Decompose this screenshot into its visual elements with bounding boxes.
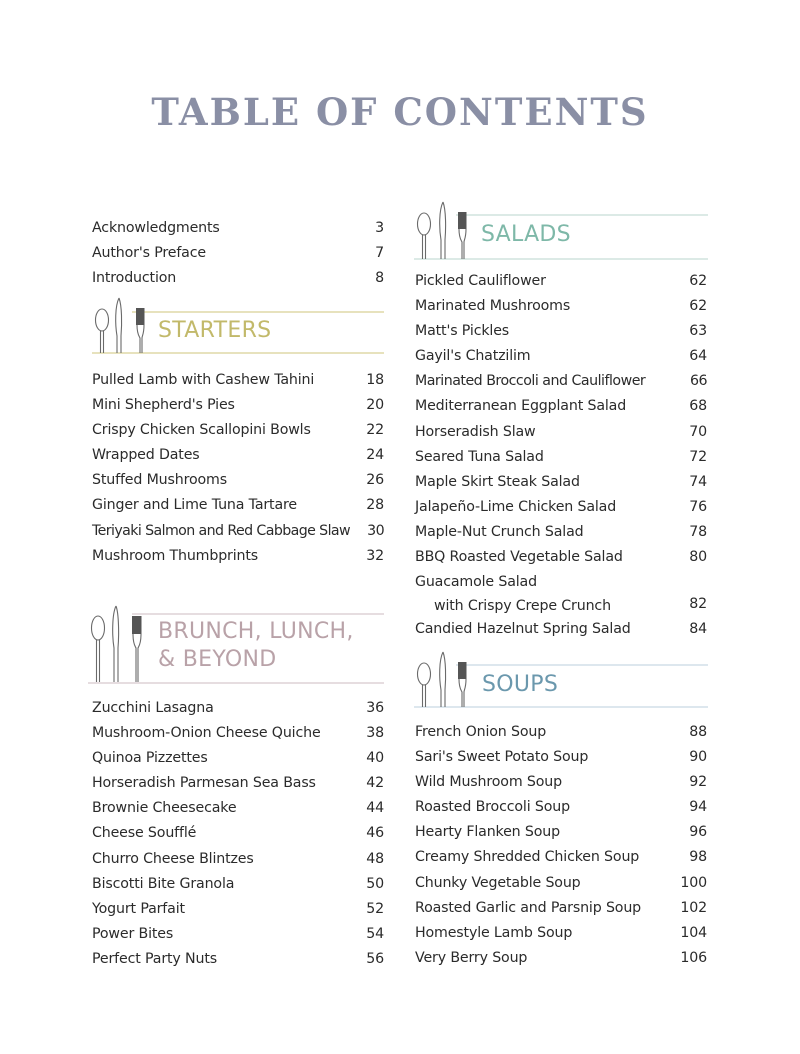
page-title: TABLE OF CONTENTS — [151, 90, 649, 134]
entry-page: 98 — [689, 849, 707, 866]
toc-entry[interactable] — [415, 344, 707, 369]
entry-page: 24 — [366, 447, 384, 464]
cutlery-icon — [88, 604, 148, 684]
entry-page: 50 — [366, 875, 384, 892]
entry-name: Biscotti Bite Granola — [92, 875, 235, 892]
toc-entry[interactable] — [415, 520, 707, 545]
section-header-starters — [92, 296, 384, 358]
toc-entry[interactable] — [415, 720, 707, 745]
toc-entry[interactable] — [415, 795, 707, 820]
entry-name: Author's Preface — [92, 245, 206, 262]
toc-entry[interactable] — [92, 696, 384, 721]
entry-name: BBQ Roasted Vegetable Salad — [415, 549, 623, 566]
entry-name: Maple-Nut Crunch Salad — [415, 523, 584, 540]
section-title: STARTERS — [158, 318, 272, 343]
entry-name: Seared Tuna Salad — [415, 448, 544, 465]
entry-page: 82 — [689, 596, 707, 613]
entry-name: Acknowledgments — [92, 220, 220, 236]
entry-name: Mushroom Thumbprints — [92, 547, 259, 564]
entry-name: Maple Skirt Steak Salad — [415, 473, 580, 490]
entry-page: 106 — [680, 949, 707, 966]
entry-page: 68 — [689, 398, 707, 415]
entry-page: 63 — [689, 323, 707, 340]
entry-name: Crispy Chicken Scallopini Bowls — [92, 422, 311, 439]
toc-entry[interactable] — [92, 544, 384, 569]
section-title: SOUPS — [482, 672, 559, 697]
entry-name: Hearty Flanken Soup — [415, 824, 560, 841]
toc-entry[interactable] — [415, 420, 707, 445]
toc-entry[interactable] — [415, 871, 707, 896]
toc-entry[interactable] — [92, 266, 384, 291]
entry-name: Matt's Pickles — [415, 323, 510, 340]
entry-page: 54 — [366, 925, 384, 942]
entry-page: 52 — [366, 900, 384, 917]
entry-name: Mini Shepherd's Pies — [92, 397, 235, 414]
entry-name: Wrapped Dates — [92, 447, 200, 464]
entry-name: Pulled Lamb with Cashew Tahini — [92, 372, 315, 388]
entry-page: 62 — [689, 273, 707, 289]
toc-entry[interactable] — [92, 847, 384, 872]
entry-name: Yogurt Parfait — [92, 900, 185, 917]
starters-list — [92, 368, 384, 569]
entry-page: 20 — [366, 397, 384, 414]
cutlery-icon — [414, 650, 474, 708]
entry-name: Ginger and Lime Tuna Tartare — [92, 497, 297, 514]
entry-page: 30 — [367, 522, 384, 539]
entry-page: 94 — [689, 799, 707, 816]
toc-entry[interactable] — [415, 445, 707, 470]
toc-entry[interactable] — [415, 269, 707, 294]
entry-page: 90 — [689, 749, 707, 766]
entry-page: 3 — [375, 220, 384, 236]
entry-page: 44 — [366, 800, 384, 817]
section-title-line2: & BEYOND — [158, 647, 277, 672]
entry-page: 46 — [366, 825, 384, 842]
header-rule-top — [132, 311, 384, 313]
entry-name: Wild Mushroom Soup — [415, 774, 562, 791]
entry-page: 88 — [689, 724, 707, 740]
entry-page: 66 — [689, 373, 707, 390]
entry-name: Mushroom-Onion Cheese Quiche — [92, 725, 321, 742]
entry-name: Roasted Broccoli Soup — [415, 799, 570, 816]
entry-name: Creamy Shredded Chicken Soup — [415, 849, 640, 866]
toc-entry[interactable] — [92, 771, 384, 796]
toc-entry[interactable] — [415, 946, 707, 971]
toc-entry[interactable] — [92, 519, 384, 544]
toc-entry[interactable] — [415, 319, 707, 344]
entry-page: 56 — [366, 950, 384, 967]
entry-name: Pickled Cauliflower — [415, 273, 546, 289]
entry-name: Roasted Garlic and Parsnip Soup — [415, 899, 642, 916]
entry-page: 48 — [366, 850, 384, 867]
front-matter-list — [92, 216, 384, 291]
entry-page: 38 — [366, 725, 384, 742]
entry-page: 8 — [375, 270, 384, 287]
toc-entry[interactable] — [92, 468, 384, 493]
header-rule-top — [456, 664, 708, 666]
toc-entry[interactable] — [92, 443, 384, 468]
toc-entry[interactable] — [415, 294, 707, 319]
toc-entry[interactable] — [415, 570, 707, 617]
entry-page: 64 — [689, 348, 707, 365]
entry-name: Marinated Broccoli and Cauliflower — [415, 373, 646, 390]
entry-page: 72 — [689, 448, 707, 465]
entry-page: 70 — [689, 423, 707, 440]
toc-entry[interactable] — [92, 368, 384, 393]
toc-entry[interactable] — [92, 796, 384, 821]
entry-name: Chunky Vegetable Soup — [415, 874, 581, 891]
entry-page: 104 — [680, 924, 707, 941]
entry-page: 92 — [689, 774, 707, 791]
toc-entry[interactable] — [415, 495, 707, 520]
entry-page: 18 — [366, 372, 384, 388]
entry-name: Candied Hazelnut Spring Salad — [415, 621, 631, 638]
toc-entry[interactable] — [415, 470, 707, 495]
entry-name: Guacamole Salad — [415, 574, 537, 591]
toc-entry[interactable] — [92, 393, 384, 418]
entry-name: Teriyaki Salmon and Red Cabbage Slaw — [92, 522, 351, 539]
header-rule-top — [132, 613, 384, 615]
entry-page: 62 — [689, 298, 707, 315]
entry-name: French Onion Soup — [415, 724, 547, 740]
toc-entry[interactable] — [92, 746, 384, 771]
entry-page: 36 — [366, 700, 384, 716]
toc-entry[interactable] — [92, 872, 384, 897]
toc-entry[interactable] — [92, 721, 384, 746]
toc-entry[interactable] — [415, 394, 707, 419]
toc-entry[interactable] — [92, 922, 384, 947]
section-header-salads — [414, 200, 708, 262]
toc-entry[interactable] — [415, 745, 707, 770]
toc-entry[interactable] — [415, 770, 707, 795]
section-header-soups — [414, 650, 708, 712]
entry-name: Homestyle Lamb Soup — [415, 924, 573, 941]
toc-entry[interactable] — [92, 493, 384, 518]
entry-name: Stuffed Mushrooms — [92, 472, 227, 489]
entry-page: 28 — [366, 497, 384, 514]
entry-name: Mediterranean Eggplant Salad — [415, 398, 627, 415]
entry-name: Horseradish Parmesan Sea Bass — [92, 775, 316, 792]
entry-name: Sari's Sweet Potato Soup — [415, 749, 589, 766]
entry-name: Cheese Soufflé — [92, 825, 197, 842]
cutlery-icon — [414, 200, 474, 260]
entry-name: Power Bites — [92, 925, 174, 942]
toc-entry[interactable] — [415, 617, 707, 642]
entry-name: Very Berry Soup — [415, 949, 528, 966]
entry-page: 40 — [366, 750, 384, 767]
entry-page: 84 — [689, 621, 707, 638]
entry-page: 22 — [366, 422, 384, 439]
entry-name: Gayil's Chatzilim — [415, 348, 531, 365]
entry-name: Perfect Party Nuts — [92, 950, 217, 967]
entry-name: Jalapeño-Lime Chicken Salad — [415, 498, 617, 515]
toc-entry[interactable] — [92, 821, 384, 846]
section-header-brunch — [88, 598, 384, 686]
toc-entry[interactable] — [415, 896, 707, 921]
entry-page: 102 — [680, 899, 707, 916]
entry-name: Churro Cheese Blintzes — [92, 850, 254, 867]
cutlery-icon — [92, 296, 152, 354]
toc-entry[interactable] — [92, 947, 384, 972]
entry-page: 7 — [375, 245, 384, 262]
entry-page: 96 — [689, 824, 707, 841]
toc-entry[interactable] — [415, 845, 707, 870]
entry-name: Brownie Cheesecake — [92, 800, 237, 817]
toc-entry[interactable] — [415, 369, 707, 394]
entry-page: 78 — [689, 523, 707, 540]
salads-list — [415, 269, 707, 642]
entry-name: Horseradish Slaw — [415, 423, 536, 440]
toc-entry[interactable] — [92, 418, 384, 443]
entry-name: Introduction — [92, 270, 177, 287]
toc-entry[interactable] — [92, 897, 384, 922]
entry-page: 74 — [689, 473, 707, 490]
header-rule-top — [456, 214, 708, 216]
toc-entry[interactable] — [92, 216, 384, 241]
brunch-list — [92, 696, 384, 972]
section-title: SALADS — [481, 222, 571, 247]
soups-list — [415, 720, 707, 971]
toc-entry[interactable] — [415, 820, 707, 845]
entry-page: 26 — [366, 472, 384, 489]
toc-entry[interactable] — [415, 921, 707, 946]
toc-entry[interactable] — [92, 241, 384, 266]
entry-page: 76 — [689, 498, 707, 515]
toc-entry[interactable] — [415, 545, 707, 570]
entry-name: Quinoa Pizzettes — [92, 750, 208, 767]
entry-name: Marinated Mushrooms — [415, 298, 571, 315]
entry-page: 42 — [366, 775, 384, 792]
entry-page: 100 — [680, 874, 707, 891]
entry-name: Zucchini Lasagna — [92, 700, 214, 716]
entry-page: 80 — [689, 549, 707, 566]
section-title-line1: BRUNCH, LUNCH, — [158, 619, 354, 644]
entry-subtitle: with Crispy Crepe Crunch — [434, 598, 611, 615]
entry-page: 32 — [366, 547, 384, 564]
